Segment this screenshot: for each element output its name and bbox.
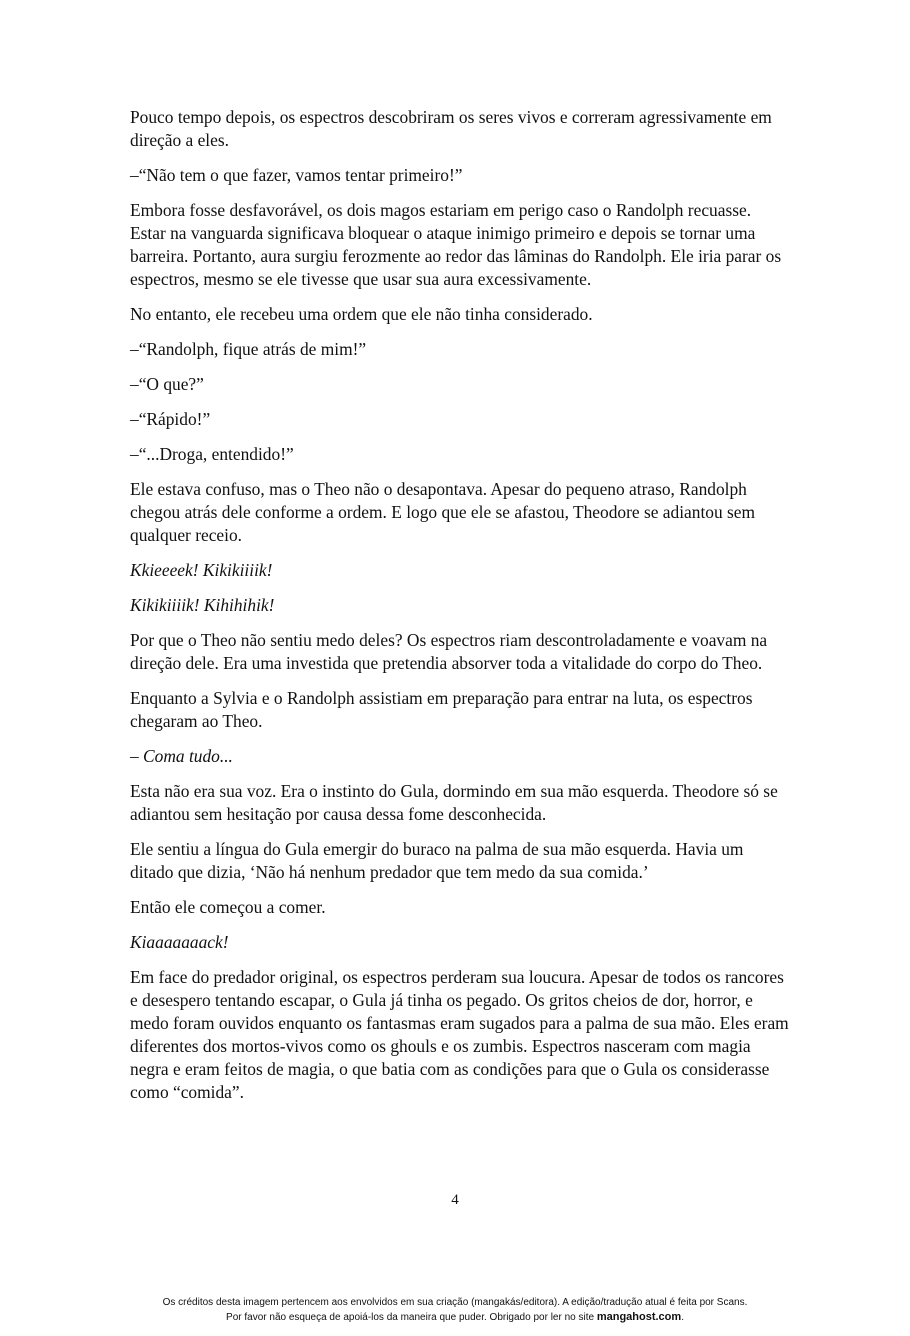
sound-effect: Kiaaaaaaack! — [130, 932, 229, 952]
paragraph: Esta não era sua voz. Era o instinto do Gula, dormindo em sua mão esquerda. Theodore só se adiantou sem hesitação por causa dessa fome desconhecida. — [130, 781, 778, 824]
page-number: 4 — [451, 1192, 459, 1208]
support-text: Por favor não esqueça de apoiá-los da maneira que puder. Obrigado por ler no site — [226, 1312, 597, 1323]
credits-line: Os créditos desta imagem pertencem aos envolvidos em sua criação (mangakás/editora). A edição/tradução atual é feita por Scans. — [162, 1297, 748, 1308]
dialogue-line: –“Não tem o que fazer, vamos tentar primeiro!” — [130, 165, 463, 185]
sound-effect: Kikikiiiik! Kihihihik! — [130, 595, 275, 615]
paragraph: No entanto, ele recebeu uma ordem que ele não tinha considerado. — [130, 304, 593, 324]
support-line — [0, 1310, 910, 1325]
paragraph: Pouco tempo depois, os espectros descobriram os seres vivos e correram agressivamente em direção a eles. — [130, 107, 772, 150]
paragraph: Ele sentiu a língua do Gula emergir do buraco na palma de sua mão esquerda. Havia um ditado que dizia, ‘Não há nenhum predador que tem medo da sua comida.’ — [130, 839, 744, 882]
document-body — [130, 106, 790, 1116]
paragraph: Por que o Theo não sentiu medo deles? Os espectros riam descontroladamente e voavam na direção dele. Era uma investida que pretendia absorver toda a vitalidade do corpo do Theo. — [130, 630, 768, 673]
sound-effect: Kkieeeek! Kikikiiiik! — [130, 560, 273, 580]
paragraph: Embora fosse desfavorável, os dois magos estariam em perigo caso o Randolph recuasse. Estar na vanguarda significava bloquear o ataque inimigo primeiro e depois se tornar uma barreira. Portanto, aura surgiu ferozmente ao redor das lâminas do Randolph. Ele iria parar os espectros, mesmo se ele tivesse que usar sua aura excessivamente. — [130, 200, 782, 289]
paragraph: Enquanto a Sylvia e o Randolph assistiam em preparação para entrar na luta, os espectros chegaram ao Theo. — [130, 688, 753, 731]
dialogue-line: –“O que?” — [130, 374, 204, 394]
paragraph: Ele estava confuso, mas o Theo não o desapontava. Apesar do pequeno atraso, Randolph chegou atrás dele conforme a ordem. E logo que ele se afastou, Theodore se adiantou sem qualquer receio. — [130, 479, 756, 545]
support-text-end: . — [681, 1312, 684, 1323]
site-link[interactable]: mangahost.com — [596, 1311, 682, 1323]
dialogue-line: –“Randolph, fique atrás de mim!” — [130, 339, 367, 359]
dialogue-line: –“Rápido!” — [130, 409, 211, 429]
dialogue-line: –“...Droga, entendido!” — [130, 444, 294, 464]
paragraph: Então ele começou a comer. — [130, 897, 326, 917]
paragraph: Em face do predador original, os espectros perderam sua loucura. Apesar de todos os rancores e desespero tentando escapar, o Gula já tinha os pegado. Os gritos cheios de dor, horror, e medo foram ouvidos enquanto os fantasmas eram sugados para a palma de sua mão. Eles eram diferentes dos mortos-vivos como os ghouls e os zumbis. Espectros nasceram com magia negra e eram feitos de magia, o que batia com as condições para que o Gula os considerasse como “comida”. — [130, 967, 789, 1102]
credits-footer — [0, 1296, 910, 1325]
inner-voice-line: – Coma tudo... — [130, 746, 233, 766]
